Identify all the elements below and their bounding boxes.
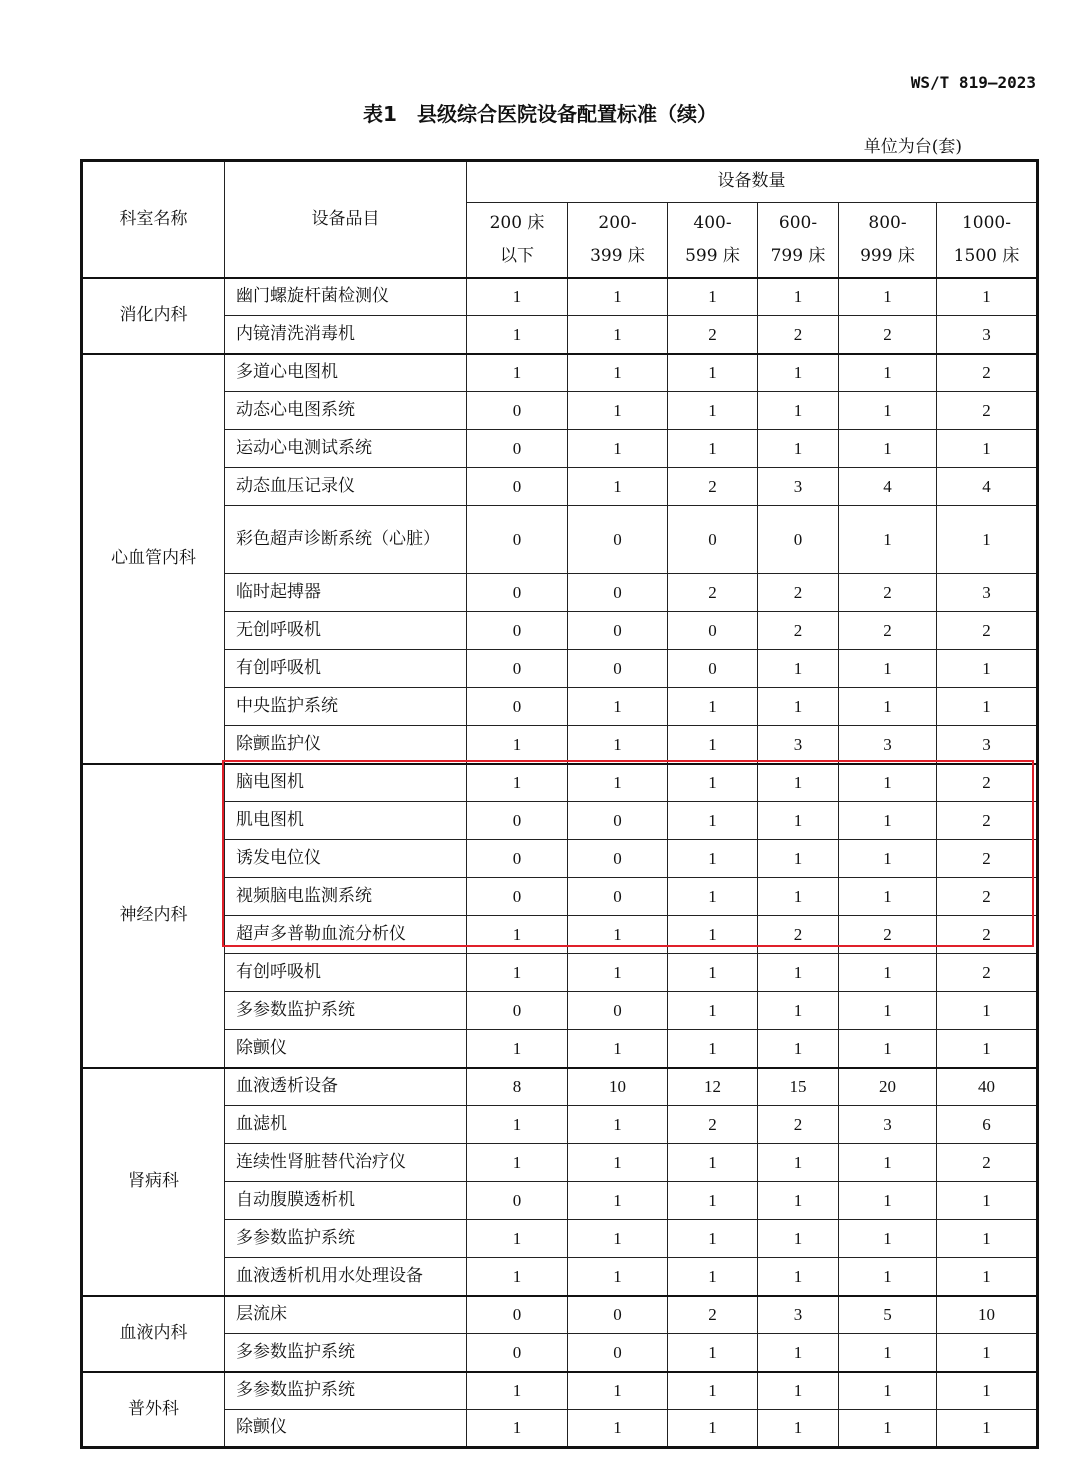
- quantity-cell: 0: [668, 506, 758, 574]
- quantity-cell: 3: [839, 726, 937, 764]
- equipment-item: 彩色超声诊断系统（心脏）: [225, 506, 467, 574]
- quantity-cell: 1: [467, 764, 568, 802]
- department-name: 普外科: [82, 1372, 225, 1448]
- equipment-item: 超声多普勒血流分析仪: [225, 916, 467, 954]
- equipment-item: 除颤仪: [225, 1410, 467, 1448]
- equipment-item: 血液透析设备: [225, 1068, 467, 1106]
- quantity-cell: 1: [758, 1030, 839, 1068]
- table-row: [82, 1258, 1038, 1296]
- table-row: [82, 1372, 1038, 1410]
- equipment-item: 层流床: [225, 1296, 467, 1334]
- table-row: [82, 354, 1038, 392]
- quantity-cell: 0: [467, 574, 568, 612]
- quantity-cell: 1: [568, 1144, 668, 1182]
- quantity-cell: 1: [668, 354, 758, 392]
- quantity-cell: 1: [839, 954, 937, 992]
- header-quantity-group: 设备数量: [467, 161, 1038, 203]
- table-row: [82, 316, 1038, 354]
- quantity-cell: 0: [467, 392, 568, 430]
- quantity-cell: 1: [839, 1030, 937, 1068]
- quantity-cell: 0: [467, 506, 568, 574]
- quantity-cell: 1: [839, 1220, 937, 1258]
- quantity-cell: 0: [467, 430, 568, 468]
- quantity-cell: 3: [839, 1106, 937, 1144]
- quantity-cell: 0: [568, 506, 668, 574]
- equipment-item: 幽门螺旋杆菌检测仪: [225, 278, 467, 316]
- quantity-cell: 0: [467, 468, 568, 506]
- table-row: [82, 916, 1038, 954]
- quantity-cell: 2: [668, 468, 758, 506]
- quantity-cell: 1: [668, 726, 758, 764]
- quantity-cell: 1: [668, 878, 758, 916]
- quantity-cell: 1: [467, 1106, 568, 1144]
- quantity-cell: 2: [937, 354, 1038, 392]
- quantity-cell: 1: [568, 1106, 668, 1144]
- quantity-cell: 1: [839, 878, 937, 916]
- table-row: [82, 878, 1038, 916]
- quantity-cell: 2: [668, 574, 758, 612]
- quantity-cell: 1: [758, 954, 839, 992]
- quantity-cell: 1: [937, 992, 1038, 1030]
- quantity-cell: 1: [937, 1220, 1038, 1258]
- quantity-cell: 1: [839, 1258, 937, 1296]
- table-row: [82, 506, 1038, 574]
- quantity-cell: 1: [668, 1410, 758, 1448]
- quantity-cell: 2: [668, 1296, 758, 1334]
- quantity-cell: 8: [467, 1068, 568, 1106]
- quantity-cell: 2: [839, 916, 937, 954]
- equipment-item: 肌电图机: [225, 802, 467, 840]
- quantity-cell: 0: [467, 802, 568, 840]
- equipment-item: 多道心电图机: [225, 354, 467, 392]
- quantity-cell: 1: [467, 1220, 568, 1258]
- quantity-cell: 2: [758, 1106, 839, 1144]
- quantity-cell: 0: [568, 612, 668, 650]
- quantity-cell: 0: [467, 878, 568, 916]
- bed-tier-line1: 400-: [693, 212, 732, 233]
- quantity-cell: 2: [937, 916, 1038, 954]
- quantity-cell: 1: [758, 1372, 839, 1410]
- quantity-cell: 40: [937, 1068, 1038, 1106]
- quantity-cell: 6: [937, 1106, 1038, 1144]
- quantity-cell: 1: [937, 1334, 1038, 1372]
- equipment-item: 自动腹膜透析机: [225, 1182, 467, 1220]
- table-row: [82, 1334, 1038, 1372]
- quantity-cell: 1: [568, 1410, 668, 1448]
- equipment-item: 临时起搏器: [225, 574, 467, 612]
- quantity-cell: 1: [839, 840, 937, 878]
- quantity-cell: 2: [668, 1106, 758, 1144]
- quantity-cell: 1: [467, 916, 568, 954]
- quantity-cell: 1: [839, 1182, 937, 1220]
- quantity-cell: 1: [839, 506, 937, 574]
- quantity-cell: 2: [758, 916, 839, 954]
- quantity-cell: 1: [758, 354, 839, 392]
- equipment-item: 除颤监护仪: [225, 726, 467, 764]
- quantity-cell: 1: [937, 1182, 1038, 1220]
- equipment-item: 多参数监护系统: [225, 1372, 467, 1410]
- quantity-cell: 1: [668, 278, 758, 316]
- quantity-cell: 2: [668, 316, 758, 354]
- table-row: [82, 574, 1038, 612]
- quantity-cell: 2: [839, 612, 937, 650]
- equipment-item: 多参数监护系统: [225, 992, 467, 1030]
- quantity-cell: 1: [568, 954, 668, 992]
- quantity-cell: 1: [758, 1334, 839, 1372]
- quantity-cell: 1: [758, 392, 839, 430]
- quantity-cell: 2: [937, 392, 1038, 430]
- table-row: [82, 430, 1038, 468]
- table-row: [82, 1296, 1038, 1334]
- equipment-item: 除颤仪: [225, 1030, 467, 1068]
- quantity-cell: 1: [839, 650, 937, 688]
- quantity-cell: 1: [668, 1030, 758, 1068]
- header-bed-tier: [568, 203, 668, 278]
- bed-tier-line1: 200-: [598, 212, 637, 233]
- quantity-cell: 1: [668, 1144, 758, 1182]
- quantity-cell: 1: [758, 1258, 839, 1296]
- quantity-cell: 1: [758, 1144, 839, 1182]
- table-row: [82, 1068, 1038, 1106]
- quantity-cell: 1: [758, 840, 839, 878]
- table-row: [82, 1410, 1038, 1448]
- header-equipment: 设备品目: [225, 161, 467, 278]
- bed-tier-line2: 599 床: [685, 245, 740, 266]
- department-name: 肾病科: [82, 1068, 225, 1296]
- quantity-cell: 2: [937, 878, 1038, 916]
- equipment-item: 动态血压记录仪: [225, 468, 467, 506]
- header-bed-tier: [467, 203, 568, 278]
- bed-tier-line2: 999 床: [860, 245, 915, 266]
- quantity-cell: 1: [568, 688, 668, 726]
- quantity-cell: 1: [467, 1372, 568, 1410]
- quantity-cell: 1: [568, 392, 668, 430]
- table-title: 表1 县级综合医院设备配置标准（续）: [363, 102, 717, 126]
- quantity-cell: 1: [839, 764, 937, 802]
- quantity-cell: 0: [467, 1182, 568, 1220]
- quantity-cell: 1: [568, 316, 668, 354]
- quantity-cell: 10: [568, 1068, 668, 1106]
- header-bed-tier: [668, 203, 758, 278]
- quantity-cell: 1: [668, 916, 758, 954]
- quantity-cell: 1: [568, 430, 668, 468]
- quantity-cell: 1: [668, 1182, 758, 1220]
- table-row: [82, 1144, 1038, 1182]
- quantity-cell: 0: [467, 1296, 568, 1334]
- department-name: 神经内科: [82, 764, 225, 1068]
- bed-tier-line2: 399 床: [590, 245, 645, 266]
- table-row: [82, 468, 1038, 506]
- quantity-cell: 1: [467, 1030, 568, 1068]
- quantity-cell: 1: [758, 878, 839, 916]
- quantity-cell: 1: [668, 954, 758, 992]
- quantity-cell: 1: [467, 1258, 568, 1296]
- equipment-item: 无创呼吸机: [225, 612, 467, 650]
- quantity-cell: 1: [568, 764, 668, 802]
- quantity-cell: 1: [937, 430, 1038, 468]
- quantity-cell: 3: [758, 468, 839, 506]
- quantity-cell: 0: [467, 992, 568, 1030]
- quantity-cell: 3: [758, 726, 839, 764]
- quantity-cell: 1: [839, 1144, 937, 1182]
- quantity-cell: 3: [937, 316, 1038, 354]
- quantity-cell: 0: [568, 1334, 668, 1372]
- equipment-item: 有创呼吸机: [225, 954, 467, 992]
- quantity-cell: 1: [839, 1372, 937, 1410]
- quantity-cell: 0: [467, 840, 568, 878]
- quantity-cell: 0: [568, 802, 668, 840]
- table-row: [82, 612, 1038, 650]
- quantity-cell: 1: [839, 992, 937, 1030]
- quantity-cell: 0: [568, 878, 668, 916]
- equipment-table-wrapper: [80, 159, 1039, 1449]
- equipment-item: 脑电图机: [225, 764, 467, 802]
- bed-tier-line2: 1500 床: [953, 245, 1020, 266]
- quantity-cell: 4: [937, 468, 1038, 506]
- quantity-cell: 2: [758, 316, 839, 354]
- quantity-cell: 1: [668, 1334, 758, 1372]
- quantity-cell: 1: [668, 392, 758, 430]
- quantity-cell: 1: [758, 430, 839, 468]
- quantity-cell: 15: [758, 1068, 839, 1106]
- bed-tier-line1: 200 床: [489, 212, 545, 233]
- table-row: [82, 1106, 1038, 1144]
- equipment-item: 内镜清洗消毒机: [225, 316, 467, 354]
- quantity-cell: 0: [568, 650, 668, 688]
- equipment-item: 多参数监护系统: [225, 1334, 467, 1372]
- quantity-cell: 2: [937, 802, 1038, 840]
- quantity-cell: 1: [467, 1144, 568, 1182]
- table-row: [82, 278, 1038, 316]
- quantity-cell: 1: [668, 688, 758, 726]
- quantity-cell: 1: [467, 278, 568, 316]
- quantity-cell: 3: [758, 1296, 839, 1334]
- quantity-cell: 1: [937, 688, 1038, 726]
- quantity-cell: 1: [937, 650, 1038, 688]
- quantity-cell: 1: [568, 726, 668, 764]
- quantity-cell: 20: [839, 1068, 937, 1106]
- table-row: [82, 1220, 1038, 1258]
- quantity-cell: 1: [568, 468, 668, 506]
- quantity-cell: 1: [668, 802, 758, 840]
- quantity-cell: 2: [937, 954, 1038, 992]
- equipment-item: 动态心电图系统: [225, 392, 467, 430]
- quantity-cell: 1: [568, 1182, 668, 1220]
- quantity-cell: 1: [467, 316, 568, 354]
- equipment-item: 视频脑电监测系统: [225, 878, 467, 916]
- quantity-cell: 1: [839, 688, 937, 726]
- table-row: [82, 1182, 1038, 1220]
- quantity-cell: 12: [668, 1068, 758, 1106]
- quantity-cell: 0: [467, 612, 568, 650]
- quantity-cell: 1: [839, 354, 937, 392]
- quantity-cell: 1: [568, 354, 668, 392]
- table-row: [82, 840, 1038, 878]
- quantity-cell: 1: [668, 1258, 758, 1296]
- quantity-cell: 1: [467, 354, 568, 392]
- bed-tier-line1: 600-: [778, 212, 818, 233]
- quantity-cell: 1: [839, 1410, 937, 1448]
- quantity-cell: 2: [839, 574, 937, 612]
- quantity-cell: 0: [668, 650, 758, 688]
- table-row: [82, 392, 1038, 430]
- quantity-cell: 0: [467, 650, 568, 688]
- quantity-cell: 1: [839, 1334, 937, 1372]
- department-name: 消化内科: [82, 278, 225, 354]
- quantity-cell: 1: [758, 764, 839, 802]
- quantity-cell: 1: [758, 1220, 839, 1258]
- quantity-cell: 0: [758, 506, 839, 574]
- quantity-cell: 1: [839, 430, 937, 468]
- table-row: [82, 764, 1038, 802]
- quantity-cell: 1: [937, 278, 1038, 316]
- table-row: [82, 726, 1038, 764]
- quantity-cell: 1: [758, 1182, 839, 1220]
- equipment-item: 运动心电测试系统: [225, 430, 467, 468]
- table-row: [82, 1030, 1038, 1068]
- quantity-cell: 1: [668, 764, 758, 802]
- quantity-cell: 1: [568, 916, 668, 954]
- equipment-item: 连续性肾脏替代治疗仪: [225, 1144, 467, 1182]
- table-row: [82, 688, 1038, 726]
- quantity-cell: 1: [758, 278, 839, 316]
- quantity-cell: 1: [668, 1220, 758, 1258]
- quantity-cell: 1: [668, 840, 758, 878]
- quantity-cell: 1: [758, 802, 839, 840]
- header-department: 科室名称: [82, 161, 225, 278]
- quantity-cell: 0: [467, 1334, 568, 1372]
- bed-tier-line2: 799 床: [770, 245, 826, 266]
- table-row: [82, 992, 1038, 1030]
- quantity-cell: 3: [937, 574, 1038, 612]
- quantity-cell: 2: [937, 612, 1038, 650]
- quantity-cell: 1: [668, 1372, 758, 1410]
- equipment-item: 中央监护系统: [225, 688, 467, 726]
- quantity-cell: 0: [467, 688, 568, 726]
- quantity-cell: 1: [758, 688, 839, 726]
- quantity-cell: 2: [758, 574, 839, 612]
- equipment-item: 多参数监护系统: [225, 1220, 467, 1258]
- quantity-cell: 1: [668, 992, 758, 1030]
- quantity-cell: 0: [568, 574, 668, 612]
- quantity-cell: 1: [937, 506, 1038, 574]
- quantity-cell: 4: [839, 468, 937, 506]
- standard-code: WS/T 819—2023: [910, 73, 1036, 92]
- department-name: 血液内科: [82, 1296, 225, 1372]
- header-bed-tier: [937, 203, 1038, 278]
- quantity-cell: 5: [839, 1296, 937, 1334]
- equipment-item: 血滤机: [225, 1106, 467, 1144]
- quantity-cell: 1: [758, 992, 839, 1030]
- equipment-table: [80, 159, 1039, 1449]
- quantity-cell: 1: [467, 954, 568, 992]
- quantity-cell: 1: [758, 1410, 839, 1448]
- quantity-cell: 1: [937, 1030, 1038, 1068]
- quantity-cell: 1: [568, 1030, 668, 1068]
- quantity-cell: 0: [668, 612, 758, 650]
- quantity-cell: 0: [568, 1296, 668, 1334]
- quantity-cell: 2: [937, 840, 1038, 878]
- quantity-cell: 1: [568, 1372, 668, 1410]
- quantity-cell: 1: [668, 430, 758, 468]
- bed-tier-line2: 以下: [500, 245, 534, 266]
- equipment-item: 诱发电位仪: [225, 840, 467, 878]
- quantity-cell: 2: [758, 612, 839, 650]
- quantity-cell: 1: [839, 802, 937, 840]
- quantity-cell: 2: [937, 764, 1038, 802]
- quantity-cell: 1: [839, 278, 937, 316]
- quantity-cell: 1: [568, 1258, 668, 1296]
- quantity-cell: 1: [467, 726, 568, 764]
- header-bed-tier: [839, 203, 937, 278]
- quantity-cell: 1: [937, 1410, 1038, 1448]
- quantity-cell: 3: [937, 726, 1038, 764]
- table-row: [82, 954, 1038, 992]
- table-row: [82, 802, 1038, 840]
- quantity-cell: 1: [937, 1372, 1038, 1410]
- quantity-cell: 10: [937, 1296, 1038, 1334]
- table-row: [82, 650, 1038, 688]
- quantity-cell: 2: [937, 1144, 1038, 1182]
- quantity-cell: 1: [937, 1258, 1038, 1296]
- quantity-cell: 1: [467, 1410, 568, 1448]
- bed-tier-line1: 1000-: [961, 212, 1011, 233]
- unit-note: 单位为台(套): [863, 137, 962, 157]
- quantity-cell: 1: [758, 650, 839, 688]
- department-name: 心血管内科: [82, 354, 225, 764]
- quantity-cell: 1: [568, 1220, 668, 1258]
- equipment-item: 有创呼吸机: [225, 650, 467, 688]
- quantity-cell: 0: [568, 840, 668, 878]
- quantity-cell: 1: [839, 392, 937, 430]
- equipment-item: 血液透析机用水处理设备: [225, 1258, 467, 1296]
- header-bed-tier: [758, 203, 839, 278]
- quantity-cell: 0: [568, 992, 668, 1030]
- bed-tier-line1: 800-: [868, 212, 907, 233]
- quantity-cell: 1: [568, 278, 668, 316]
- quantity-cell: 2: [839, 316, 937, 354]
